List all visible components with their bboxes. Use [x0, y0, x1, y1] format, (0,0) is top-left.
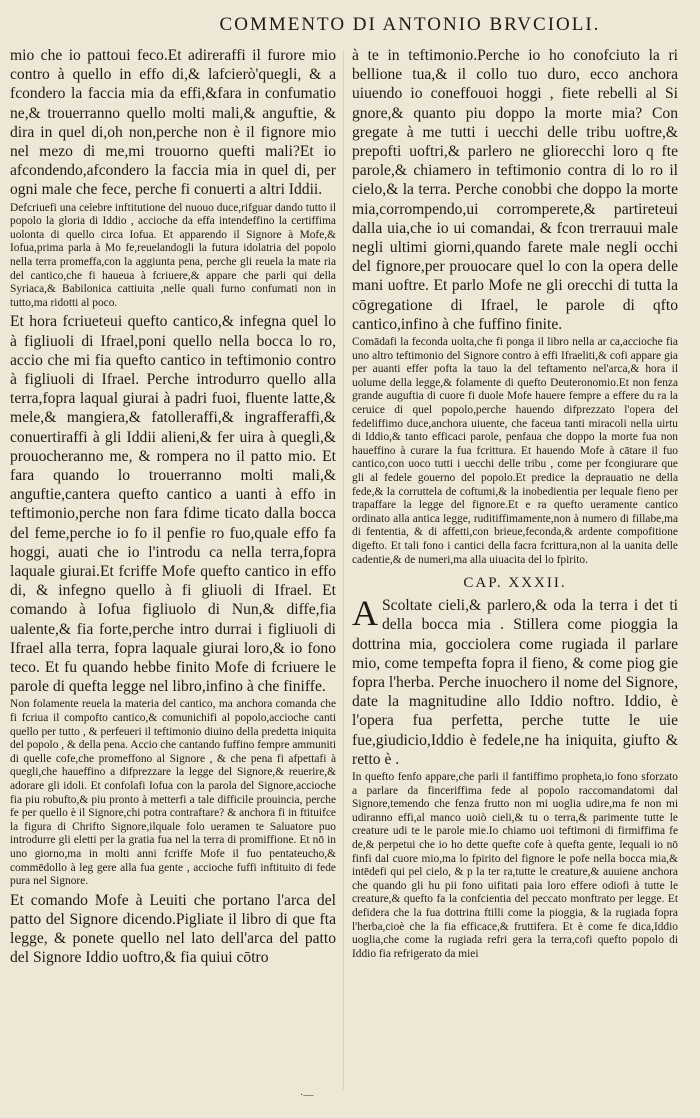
chapter-heading: CAP. XXXII. [463, 575, 567, 592]
paragraph-text: à te in teftimonio.Perche io ho conofciuto la ri bellione tua,& il collo tuo duro, ecco anchora uiuendo io coneffouoi hoggi , fiete rebelli al Si gnore,& quanto piu doppo la morte mia? Con gregate à me tutti i uecchi delle tribu uoftre,& prepofti uoftri,& parlero ne gliorecchi loro q fte parole,& chiamero in teftimonio contra di lo ro il cielo,& la terra. Perche conobbi che doppo la morte mia,corrompendo,ui corromperete,& partireteui dalla uia,che io ui comandai, & fcon trerrauui male negli ultimi giorni,quando farete male negli occhi del fignore,per prouocare quel lo con la opera delle mani uoftre. Et parlo Mofe ne gli orecchi di tutta la cōgregatione di Ifrael, le parole di qfto cantico,infino à che fuffino finite. [352, 47, 678, 333]
right-commentary-paragraph [352, 336, 678, 567]
right-commentary-paragraph [352, 771, 678, 961]
right-scripture-paragraph [352, 593, 678, 769]
left-column [10, 46, 336, 1106]
left-scripture-paragraph [10, 46, 336, 200]
left-commentary-paragraph [10, 698, 336, 888]
column-gutter [343, 50, 344, 1090]
paragraph-text: Et hora fcriueteui quefto cantico,& infegna quel lo à figliuoli di Ifrael,poni quello nella bocca lo ro, accio che mi fia quefto cantico in teftimonio contro à figliuoli di Ifrael. Perche introdurro quello alla terra,fopra laqual giurai à padri fuoi, fluente latte,& mele,& mangiera,& fatolleraffi,& ingrafferaffi,& conuertiraffi à gli Iddii alieni,& fer uira à quegli,& prouocheranno me, & rompera no il patto mio. Et fara quando lo trouerranno molti mali,& anguftie,cantera quefto cantico a uanti à effo in teftimonio,perche non fara fdime ticato dalla bocca del feme,perche io fo il penfie ro fuo,quale effo fa hoggi, auati che io l'introdu ca nella terra,fopra laquale giurai.Et fcriffe Mofe quefto cantico in effo di, & infegno quello à fi gliuoli di Ifrael. Et comando à Iofua figliuolo di Nun,& diffe,fia ualente,& fia forte,perche intro durrai i figliuoli di Ifrael alla terra, fopra laquale giurai loro,& io fono teco. Et fu quando hebbe finito Mofe di fcriuere le parole di quefta legge nel libro,infino à che finiffe. [10, 313, 336, 696]
drop-cap: A [352, 593, 378, 634]
left-scripture-paragraph [10, 891, 336, 968]
paragraph-text: Non folamente reuela la materia del cantico, ma anchora comanda che fi fcriua il compofto cantico,& comunichifi al popolo,accioche canti quello per tutto , & perfeueri il teftimonio diuino della predetta iniquita del popolo , & della pena. Accio che cantando fuffino fempre ammuniti di quelle cofe,che promeffono al Signore , & che pena fi afpettafi à quegli,che haueffino a difprezzare la legge del Signore,& reuerire,& adorare gli idoli. Et confolafi Iofua con la parola del Signore,accioche fia piu robufto,& piu pronto à metterfi a tale difficile prouincia, perche fe per quello è il Signore,chi potra contraftare? & anchora fi in ftituifce la figura di Chrifto Signore,ilquale folo ueramen te Saluatore puo introdurre gli eletti per la gratia fua nel la terra di promiffione. Et nō in uno giorno,ma in molti anni fcriffe Mofe il fuo pentateucho,& commēdollo à leg gere alla fua gente , accioche fuffi inftituito di fede pura nel Signore. [10, 698, 336, 888]
running-head: COMMENTO DI ANTONIO BRVCIOLI. [219, 14, 601, 35]
left-scripture-paragraph [10, 312, 336, 696]
printer-mark: ·— [300, 1090, 314, 1101]
paragraph-text: mio che io pattoui feco.Et adireraffi il furore mio contro à quello in effo di,& lafcierò'quegli, & a fcondero la faccia mia da effi,&fara in confumatio ne,& trouerranno quello molti mali,& anguftie, & dira in quel di,oh non,perche non è il fignore mio nel mezo di me,mi trouorno quefti mali?Et io afcondendo,afcondero la faccia mia in quel di, per ogni male che fece, perche fi conuerti a altri Iddii. [10, 47, 336, 199]
right-column [352, 46, 678, 1106]
paragraph-text: Scoltate cieli,& parlero,& oda la terra i det ti della bocca mia . Stillera come pioggia la dottrina mia, gocciolera come rugiada il parlare mio, come tempefta fopra il fieno, & come piog gie fopra l'herba. Perche inuochero il nome del Signore, date la magnitudine allo Iddio noftro. Iddio, è l'opera fua perfetta, perche tutte le uie fue,giudicio,Iddio è fedele,ne ha iniquita, giufto & retto è . [352, 597, 678, 768]
paragraph-text: Et comando Mofe à Leuiti che portano l'arca del patto del Signore dicendo.Pigliate il libro di que fta legge, & ponete quello nel lato dell'arca del patto del Signore Iddio uoftro,& fia quiui cōtro [10, 891, 336, 967]
paragraph-text: Defcriuefi una celebre inftitutione del nuouo duce,rifguar dando tutto il popolo la gloria di Iddio , accioche da effa intendeffino la certiffima uolonta di quello circa Iofua. Et apparendo il Signore à Mofe,& Iofua,prima parla à Mo fe,reuelandogli la futura idolatria del popolo nella terra promeffa,con la aggiunta pena, perche gli reuela la mate ria del cantico,che fi haueua à fcriuere,& appare che parli qui della Syriaca,& Babilonica cattiuita ,nelle quali furno confumati non in tutto,ma ridotti al poco. [10, 201, 336, 309]
paragraph-text: In quefto fenfo appare,che parli il fantiffimo propheta,io fono sforzato a parlare da finceriffima fede al popolo raccomandatomi dal Signore,temendo che fenza frutto non mi uoglia udire,ma fe non mi udiranno effi,al manco uoiò cieli,& tu o terra,& parimente tutte le creature udi te le parole mie.Io chiamo uoi teftimoni di firmiffima fe de,& perpetui che io ho dette quefte cofe à quefta gente, lequali io nō finfi dal cuore mio,ma lo fpirito del fignore le pofe nella bocca mia,& intēdefi qui pel cielo, & p la ter ra,tutte le creature,& auuiene anchora che quando gli hu pii fono uifitati paia loro effere odiofi à tutte le creature,& quefto fa la confcientia del peccato monftrato per legge. Et defidera che la fua dottrina ftilli come la pioggia, & la rugiada fopra l'herba,cioè che la fia efficace,& fruttifera. Et è come fe dica,Iddio uoglia,che come la rugiada refri gera la terra,cofi quefto popolo di Iddio fia refrigerato da miei [352, 770, 678, 960]
paragraph-text: Comādafi la feconda uolta,che fi ponga il libro nella ar ca,accioche fia uno altro teftimonio del Signore contro à effi Ifraeliti,& cofi appare gia per auanti effer pofta la tauo la del teftamento nel'arca,& hora il uolume della legge,& folamente di quefto Deuteronomio.Et non fenza grande auguftia di cuore fi duole Mofe hauere fempre a effere du ra la ceruice di quel popolo,perche hauendo difprezzato l'opera del fedeliffimo duce,anchora uiuente, che faceua tanti miracoli nella uirtu di Iddio,& tanto efficaci parole, penfaua che doppo la morte fua non haueffino à curare la fua fcrittura. Et hauendo Mofe à cātare il fuo cantico,con uoco tutti i uecchi delle tribu , come per fcongiurare que gli al fedele gouerno del popolo.Et predice la deprauatio ne della fede,& la corruttela de coftumi,& la inobedientia per lequale fieno per trapaffare la legge del fignore.Et e ra quefto ueramente cantico ordinato alla antica legge, ruditiffimamente,non à numero di fillabe,ma di fententia, & di affetti,con brieue,feconda,& ardente compofitione digefto. Et tali fono i cantici della facra fcrittura,non al la uanita delle cadentie,& de numeri,ma alla uiuacita del lo fpirito. [352, 336, 678, 566]
right-scripture-paragraph [352, 46, 678, 334]
left-commentary-paragraph [10, 202, 336, 311]
